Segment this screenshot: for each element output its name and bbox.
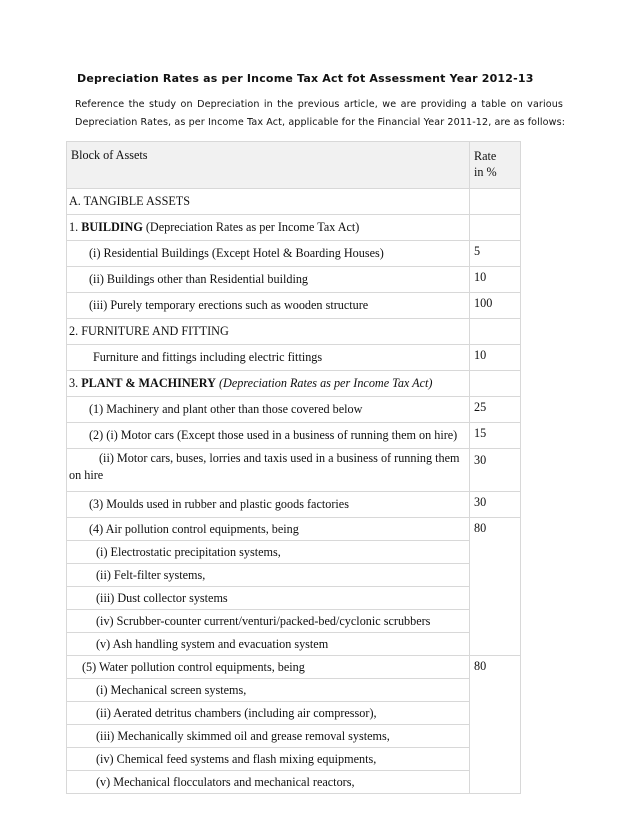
table-row <box>67 633 521 656</box>
intro-line-1: Reference the study on Depreciation in the previous article, we are providing a table on various <box>75 99 563 110</box>
rate-value: 80 <box>470 656 521 794</box>
asset-label <box>67 449 470 492</box>
building-row-1-label: (ii) Buildings other than Residential building <box>89 272 309 286</box>
intro-line-2: Depreciation Rates, as per Income Tax Act, applicable for the Financial Year 2011-12, are as follows: <box>75 117 566 128</box>
table-row <box>67 215 521 241</box>
air-item-3: (iv) Scrubber-counter current/venturi/packed-bed/cyclonic scrubbers <box>96 613 431 628</box>
rate-value: 30 <box>470 492 521 518</box>
page-title: Depreciation Rates as per Income Tax Act fot Assessment Year 2012-13 <box>77 72 534 85</box>
asset-label <box>67 492 470 518</box>
rate-value: 10 <box>470 267 521 293</box>
air-item-1: (ii) Felt-filter systems, <box>96 567 206 582</box>
air-item-0: (i) Electrostatic precipitation systems, <box>96 544 281 559</box>
furniture-row-label: Furniture and fittings including electric fittings <box>93 350 323 364</box>
depreciation-rates-table <box>66 141 521 794</box>
water-item-3: (iv) Chemical feed systems and flash mixing equipments, <box>96 751 377 766</box>
sub-item <box>67 771 470 794</box>
table-row <box>67 293 521 319</box>
table-row <box>67 319 521 345</box>
asset-label <box>67 345 470 371</box>
plant-row-1-label: (2) (i) Motor cars (Except those used in a business of running them on hire) <box>89 428 458 442</box>
rate-cell-empty <box>470 371 521 397</box>
sub-item <box>67 633 470 656</box>
rate-cell-empty <box>470 319 521 345</box>
table-row <box>67 397 521 423</box>
table-row <box>67 587 521 610</box>
plant-rest: (Depreciation Rates as per Income Tax Act) <box>215 376 433 390</box>
table-row <box>67 449 521 492</box>
rate-cell-empty <box>470 189 521 215</box>
building-row-0-label: (i) Residential Buildings (Except Hotel & Boarding Houses) <box>89 246 384 260</box>
asset-label <box>67 423 470 449</box>
water-item-4: (v) Mechanical flocculators and mechanical reactors, <box>96 774 355 789</box>
asset-label <box>67 518 470 541</box>
table-row <box>67 267 521 293</box>
rate-value: 15 <box>470 423 521 449</box>
air-item-2: (iii) Dust collector systems <box>96 590 228 605</box>
rate-cell-empty <box>470 215 521 241</box>
asset-label <box>67 397 470 423</box>
sub-item <box>67 725 470 748</box>
building-num: 1. <box>69 220 82 234</box>
furniture-heading: 2. FURNITURE AND FITTING <box>67 319 470 345</box>
water-item-2: (iii) Mechanically skimmed oil and grease removal systems, <box>96 728 390 743</box>
table-row <box>67 541 521 564</box>
water-item-0: (i) Mechanical screen systems, <box>96 682 247 697</box>
asset-label <box>67 656 470 679</box>
asset-label <box>67 267 470 293</box>
sub-item <box>67 702 470 725</box>
table-row <box>67 371 521 397</box>
moulds-label: (3) Moulds used in rubber and plastic goods factories <box>89 497 349 511</box>
table-row <box>67 423 521 449</box>
intro-paragraph <box>75 96 566 132</box>
motor-ii-line1: (ii) Motor cars, buses, lorries and taxis used in a business of running them <box>99 451 460 465</box>
table-row <box>67 771 521 794</box>
table-row <box>67 345 521 371</box>
header-rate-line1: Rate <box>474 149 497 163</box>
plant-row-0-label: (1) Machinery and plant other than those covered below <box>89 402 363 416</box>
header-block-of-assets: Block of Assets <box>67 142 470 189</box>
table-row <box>67 492 521 518</box>
table-row <box>67 679 521 702</box>
sub-item <box>67 610 470 633</box>
sub-item <box>67 541 470 564</box>
rate-value: 30 <box>470 449 521 492</box>
plant-num: 3. <box>69 376 82 390</box>
asset-label <box>67 241 470 267</box>
building-heading <box>67 215 470 241</box>
building-bold: BUILDING <box>81 220 143 234</box>
motor-ii-line2: on hire <box>69 468 104 482</box>
table-row <box>67 725 521 748</box>
sub-item <box>67 748 470 771</box>
table-row <box>67 656 521 679</box>
water-item-1: (ii) Aerated detritus chambers (including air compressor), <box>96 705 377 720</box>
table-row <box>67 189 521 215</box>
header-rate <box>470 142 521 189</box>
table-row <box>67 702 521 725</box>
rate-value: 5 <box>470 241 521 267</box>
header-rate-line2: in % <box>474 165 497 179</box>
rate-value: 10 <box>470 345 521 371</box>
plant-bold: PLANT & MACHINERY <box>81 376 216 390</box>
table-row <box>67 748 521 771</box>
air-label: (4) Air pollution control equipments, being <box>89 521 299 536</box>
building-row-2-label: (iii) Purely temporary erections such as wooden structure <box>89 298 369 312</box>
table-row <box>67 518 521 541</box>
water-label: (5) Water pollution control equipments, being <box>82 659 305 674</box>
building-rest: (Depreciation Rates as per Income Tax Act) <box>142 220 360 234</box>
section-tangible-assets: A. TANGIBLE ASSETS <box>67 189 470 215</box>
table-row <box>67 610 521 633</box>
table-header-row <box>67 142 521 189</box>
rate-value: 80 <box>470 518 521 656</box>
sub-item <box>67 587 470 610</box>
asset-label <box>67 293 470 319</box>
table-row <box>67 241 521 267</box>
table-row <box>67 564 521 587</box>
rate-value: 25 <box>470 397 521 423</box>
plant-heading <box>67 371 470 397</box>
air-item-4: (v) Ash handling system and evacuation system <box>96 636 329 651</box>
sub-item <box>67 564 470 587</box>
rate-value: 100 <box>470 293 521 319</box>
sub-item <box>67 679 470 702</box>
